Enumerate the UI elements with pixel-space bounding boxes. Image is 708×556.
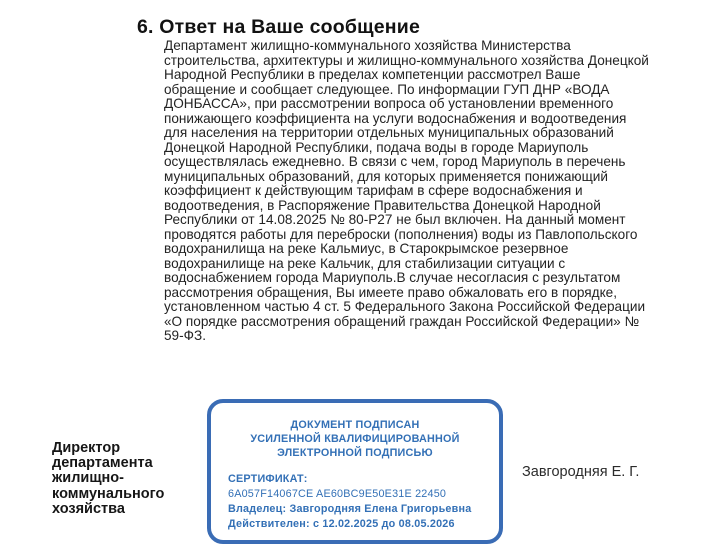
- validity-value: с 12.02.2025 до 08.05.2026: [312, 518, 455, 530]
- stamp-details: [228, 472, 489, 532]
- validity-label: Действителен:: [228, 518, 310, 530]
- certificate-number: 6A057F14067CE AE60BC9E50E31E 22450: [228, 488, 447, 500]
- certificate-label: СЕРТИФИКАТ:: [228, 473, 308, 485]
- stamp-title-line3: ЭЛЕКТРОННОЙ ПОДПИСЬЮ: [277, 447, 433, 459]
- page-title: 6. Ответ на Ваше сообщение: [137, 16, 420, 39]
- digital-signature-stamp: [207, 399, 503, 544]
- stamp-title-line1: ДОКУМЕНТ ПОДПИСАН: [290, 419, 420, 431]
- owner-value: Завгородняя Елена Григорьевна: [289, 503, 472, 515]
- body-paragraph: Департамент жилищно-коммунального хозяйства Министерства строительства, архитектуры и жилищно-коммунального хозяйства Донецкой Народной Республики в пределах компетенции рассмотрел Ваше обращение и сообщает следующее. По информации ГУП ДНР «ВОДА ДОНБАССА», при рассмотрении вопроса об установлении временного понижающего коэффициента на услуги водоснабжения и водоотведения для населения на территории отдельных муниципальных образований Донецкой Народной Республики, подача воды в городе Мариуполь осуществлялась ежедневно. В связи с чем, город Мариуполь в перечень муниципальных образований, для которых применяется понижающий коэффициент к действующим тарифам в сфере водоснабжения и водоотведения, в Распоряжение Правительства Донецкой Народной Республики от 14.08.2025 № 80-Р27 не был включен. На данный момент проводятся работы для переброски (пополнения) воды из Павлопольского водохранилища на реке Кальмиус, в Старокрымское резервное водохранилище на реке Кальчик, для стабилизации ситуации с водоснабжением города Мариуполь.В случае несогласия с результатом рассмотрения обращения, Вы имеете право обжаловать его в порядке, установленном частью 4 ст. 5 Федерального Закона Российской Федерации «О порядке рассмотрения обращений граждан Российской Федерации» № 59-ФЗ.: [164, 38, 649, 343]
- signatory-name: Завгородняя Е. Г.: [522, 464, 640, 480]
- stamp-title-line2: УСИЛЕННОЙ КВАЛИФИЦИРОВАННОЙ: [250, 433, 460, 445]
- certificate-owner-line: [228, 502, 489, 517]
- stamp-title: [211, 418, 499, 460]
- signatory-position: Директор департамента жилищно-коммунального хозяйства: [52, 440, 165, 517]
- certificate-validity-line: [228, 517, 489, 532]
- owner-label: Владелец:: [228, 503, 287, 515]
